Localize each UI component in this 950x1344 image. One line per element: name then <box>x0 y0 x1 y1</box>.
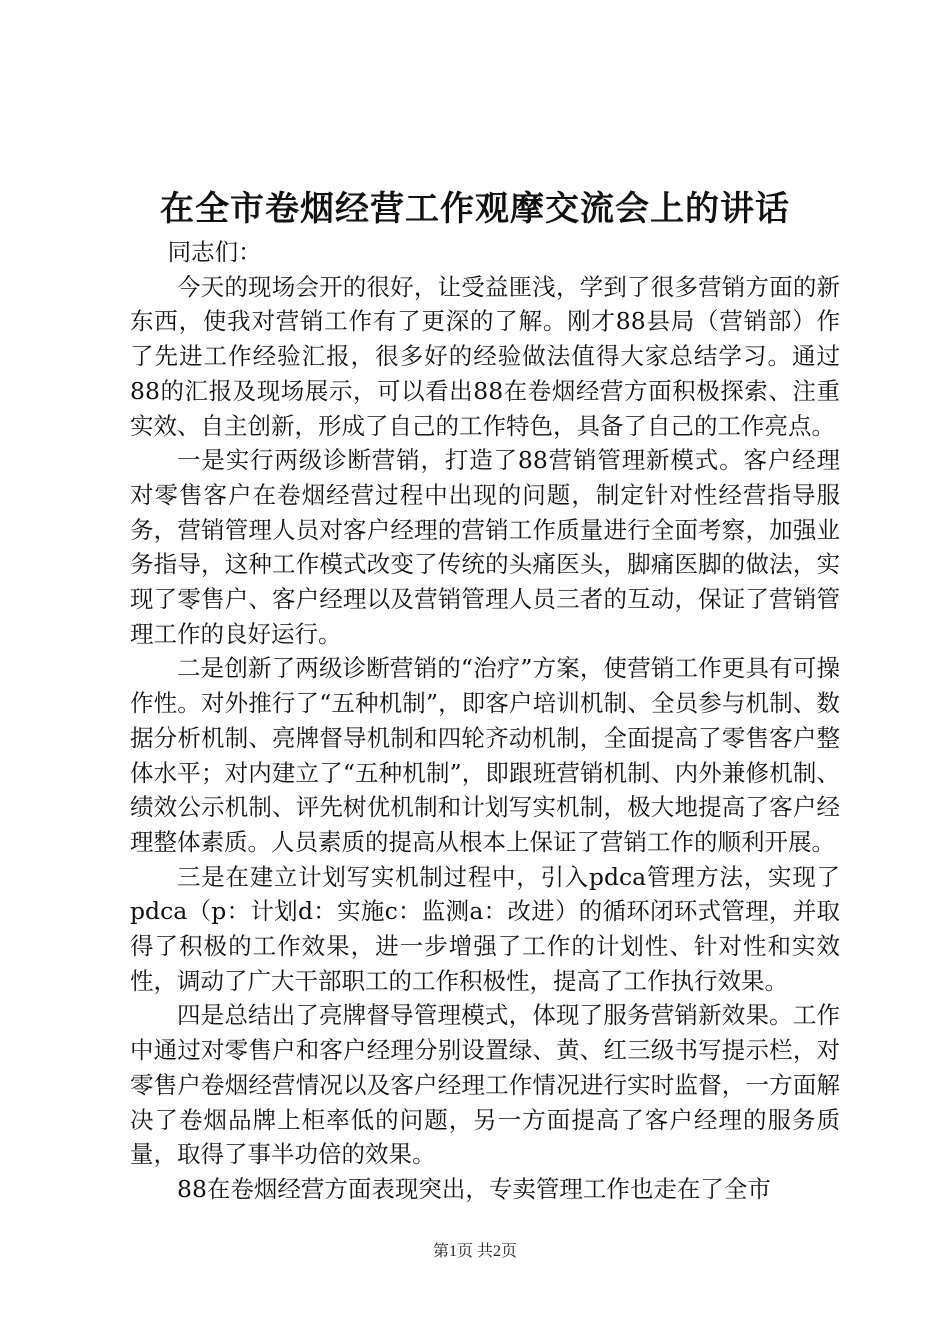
page-number: 第1页 共2页 <box>432 1243 517 1260</box>
paragraph-point-2: 二是创新了两级诊断营销的“治疗”方案，使营销工作更具有可操作性。对外推行了“五种机制”，即客户培训机制、全员参与机制、数据分析机制、亮牌督导机制和四轮齐动机制，全面提高了零售客户整体水平；对内建立了“五种机制”，即跟班营销机制、内外兼修机制、绩效公示机制、评先树优机制和计划写实机制，极大地提高了客户经理整体素质。人员素质的提高从根本上保证了营销工作的顺利开展。 <box>130 654 840 856</box>
paragraph-point-1: 一是实行两级诊断营销，打造了88营销管理新模式。客户经理对零售客户在卷烟经营过程中出现的问题，制定针对性经营指导服务，营销管理人员对客户经理的营销工作质量进行全面考察，加强业务指导，这种工作模式改变了传统的头痛医头，脚痛医脚的做法，实现了零售户、客户经理以及营销管理人员三者的互动，保证了营销管理工作的良好运行。 <box>130 446 840 648</box>
paragraph-point-3: 三是在建立计划写实机制过程中，引入pdca管理方法，实现了pdca（p：计划d：实施c：监测a：改进）的循环闭环式管理，并取得了积极的工作效果，进一步增强了工作的计划性、针对性和实效性，调动了广大干部职工的工作积极性，提高了工作执行效果。 <box>130 862 840 995</box>
paragraph-continued: 88在卷烟经营方面表现突出，专卖管理工作也走在了全市 <box>177 1174 771 1203</box>
document-body <box>130 235 840 1207</box>
salutation: 同志们： <box>167 238 262 266</box>
paragraph-intro: 今天的现场会开的很好，让受益匪浅，学到了很多营销方面的新东西，使我对营销工作有了更深的了解。刚才88县局（营销部）作了先进工作经验汇报，很多好的经验做法值得大家总结学习。通过88的汇报及现场展示，可以看出88在卷烟经营方面积极探索、注重实效、自主创新，形成了自己的工作特色，具备了自己的工作亮点。 <box>130 272 840 440</box>
paragraph-point-4: 四是总结出了亮牌督导管理模式，体现了服务营销新效果。工作中通过对零售户和客户经理分别设置绿、黄、红三级书写提示栏，对零售户卷烟经营情况以及客户经理工作情况进行实时监督，一方面解决了卷烟品牌上柜率低的问题，另一方面提高了客户经理的服务质量，取得了事半功倍的效果。 <box>130 1001 840 1169</box>
page-title: 在全市卷烟经营工作观摩交流会上的讲话 <box>160 189 790 229</box>
page-footer <box>0 1242 950 1262</box>
